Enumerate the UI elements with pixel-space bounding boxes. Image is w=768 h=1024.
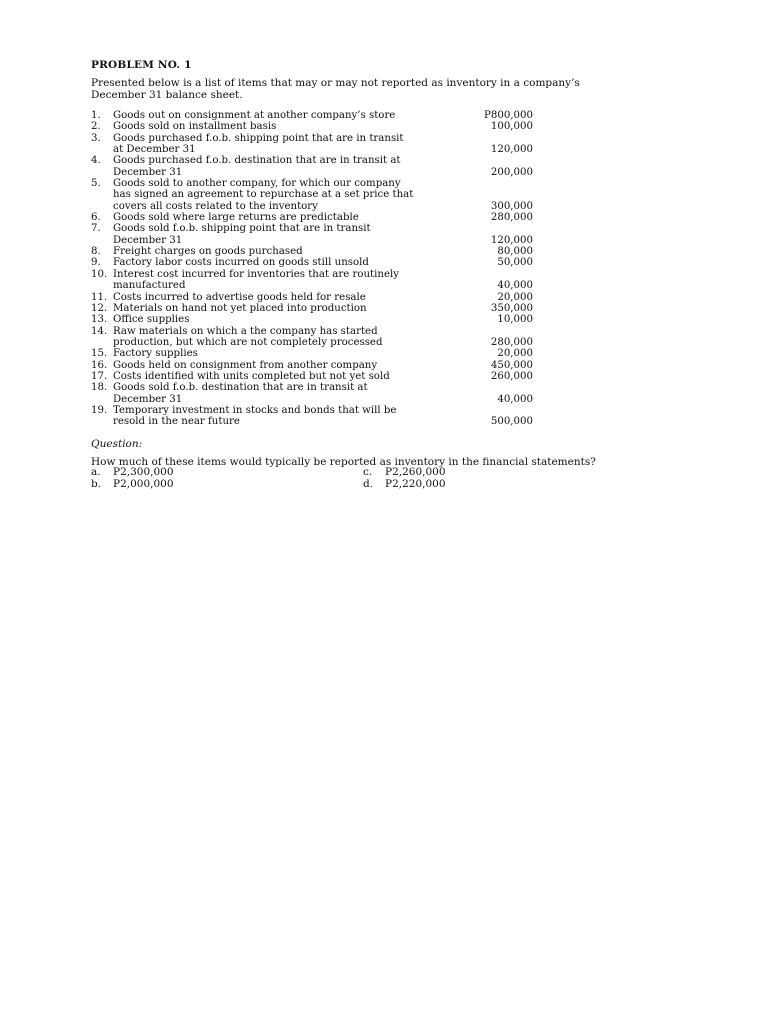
item-number: 16. [91,359,108,371]
item-line [91,121,541,132]
item-description: Goods sold where large returns are predictable [113,212,359,224]
item-number: 2. [91,121,101,133]
item-number: 17. [91,370,108,382]
list-item [91,257,541,268]
item-description: at December 31 [113,144,196,156]
item-amount: P800,000 [484,110,533,121]
item-line [91,416,541,427]
item-amount: 260,000 [490,370,533,382]
list-item [91,246,541,257]
choice-letter: b. [91,477,102,490]
item-description: Goods sold to another company, for which our company [113,178,401,190]
list-item [91,155,541,178]
choice-letter: d. [363,477,374,490]
item-line [91,189,541,200]
item-description: December 31 [113,234,183,246]
item-description: Temporary investment in stocks and bonds that will be [113,404,397,416]
item-amount: 40,000 [497,280,533,292]
choice-value: P2,000,000 [113,477,174,490]
item-line [91,337,541,348]
item-line [91,257,541,268]
list-item [91,212,541,223]
item-line [91,269,541,280]
list-item [91,121,541,132]
item-description: Goods sold f.o.b. shipping point that are in transit [113,223,371,235]
item-number: 12. [91,302,108,314]
item-amount: 40,000 [497,393,533,405]
item-line [91,394,541,405]
item-line [91,280,541,291]
list-item [91,382,541,405]
list-item [91,133,541,156]
item-description: production, but which are not completely processed [113,336,383,348]
intro-line-1: Presented below is a list of items that may or may not reported as inventory in a company’s [91,77,580,89]
choice-b [91,479,174,491]
item-description: Materials on hand not yet placed into production [113,302,367,314]
item-amount: 50,000 [497,257,533,269]
list-item [91,303,541,314]
item-description: covers all costs related to the inventory [113,200,318,212]
item-number: 4. [91,155,101,167]
item-line [91,223,541,234]
item-number: 1. [91,110,101,121]
item-description: Goods sold f.o.b. destination that are in transit at [113,382,368,394]
item-line [91,235,541,246]
choice-d [363,479,446,491]
item-line [91,314,541,325]
item-amount: 120,000 [490,234,533,246]
item-line [91,405,541,416]
item-description: resold in the near future [113,416,240,428]
item-amount: 350,000 [490,302,533,314]
item-description: Goods purchased f.o.b. destination that are in transit at [113,155,401,167]
item-number: 13. [91,314,108,326]
choice-value: P2,260,000 [385,466,446,478]
item-line [91,133,541,144]
item-amount: 80,000 [497,246,533,258]
item-description: December 31 [113,393,183,405]
item-line [91,382,541,393]
item-number: 10. [91,268,108,280]
problem-title: PROBLEM NO. 1 [91,59,192,71]
item-line [91,144,541,155]
item-number: 14. [91,325,108,337]
item-list [91,110,541,428]
item-description: Raw materials on which a the company has started [113,325,378,337]
item-number: 6. [91,212,101,224]
item-description: Goods sold on installment basis [113,121,277,133]
item-description: manufactured [113,280,186,292]
list-item [91,178,541,212]
list-item [91,314,541,325]
choice-value: P2,300,000 [113,466,174,478]
item-line [91,246,541,257]
item-description: Goods out on consignment at another company’s store [113,110,396,121]
list-item [91,348,541,359]
item-line [91,360,541,371]
item-description: Interest cost incurred for inventories that are routinely [113,268,400,280]
list-item [91,360,541,371]
item-amount: 20,000 [497,291,533,303]
item-description: Goods held on consignment from another company [113,359,378,371]
item-line [91,212,541,223]
item-amount: 120,000 [490,144,533,156]
item-number: 18. [91,382,108,394]
item-amount: 280,000 [490,336,533,348]
item-line [91,371,541,382]
item-amount: 500,000 [490,416,533,428]
item-description: Goods purchased f.o.b. shipping point that are in transit [113,132,404,144]
item-description: Costs incurred to advertise goods held for resale [113,291,366,303]
item-amount: 10,000 [497,314,533,326]
choice-letter: c. [363,466,373,478]
item-line [91,167,541,178]
item-line [91,110,541,121]
item-number: 19. [91,404,108,416]
item-line [91,348,541,359]
item-number: 9. [91,257,101,269]
item-number: 7. [91,223,101,235]
item-line [91,201,541,212]
item-number: 11. [91,291,108,303]
item-description: has signed an agreement to repurchase at a set price that [113,189,414,201]
item-number: 3. [91,132,101,144]
item-description: Factory labor costs incurred on goods still unsold [113,257,369,269]
item-line [91,303,541,314]
choice-value: P2,220,000 [385,477,446,490]
choice-letter: a. [91,466,101,478]
item-description: Office supplies [113,314,190,326]
item-amount: 280,000 [490,212,533,224]
question-label: Question: [91,438,143,450]
intro-line-2: December 31 balance sheet. [91,88,243,101]
item-line [91,178,541,189]
item-line [91,292,541,303]
list-item [91,223,541,246]
item-number: 8. [91,246,101,258]
list-item [91,371,541,382]
question-text: How much of these items would typically be reported as inventory in the financial statements? [91,456,596,468]
item-line [91,155,541,166]
item-description: December 31 [113,166,183,178]
list-item [91,110,541,121]
item-line [91,326,541,337]
list-item [91,405,541,428]
item-number: 5. [91,178,101,190]
item-description: Costs identified with units completed but not yet sold [113,370,390,382]
item-amount: 100,000 [490,121,533,133]
intro-paragraph [91,78,651,101]
item-number: 15. [91,348,108,360]
item-description: Factory supplies [113,348,198,360]
list-item [91,326,541,349]
item-amount: 200,000 [490,166,533,178]
item-amount: 20,000 [497,348,533,360]
list-item [91,292,541,303]
item-amount: 450,000 [490,359,533,371]
list-item [91,269,541,292]
item-amount: 300,000 [490,200,533,212]
item-description: Freight charges on goods purchased [113,246,303,258]
